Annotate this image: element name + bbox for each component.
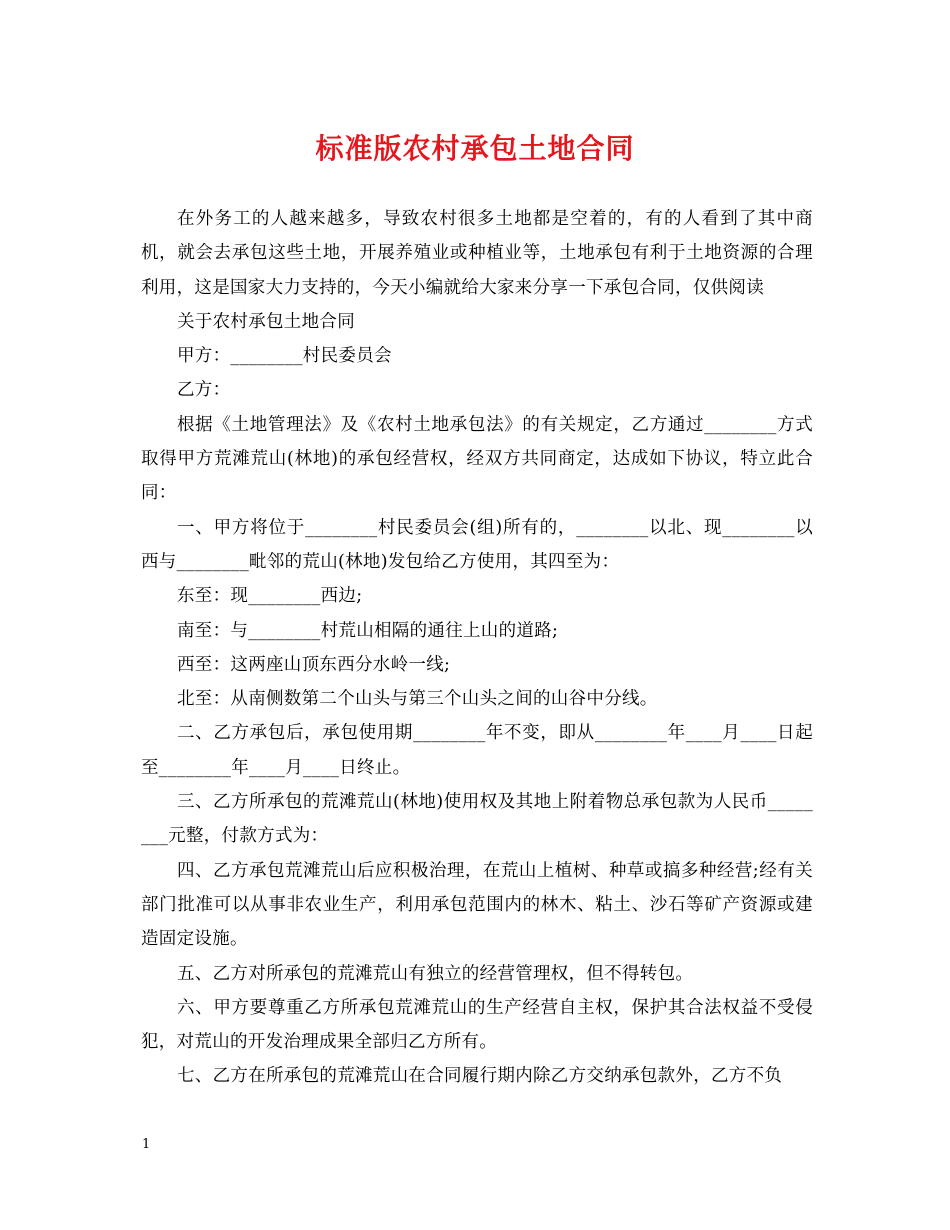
clause-2: 二、乙方承包后，承包使用期________年不变，即从________年____月____日起至________年____月____日终止。: [141, 723, 813, 778]
contract-heading: 关于农村承包土地合同: [177, 311, 355, 332]
boundary-west: 西至：这两座山顶东西分水岭一线;: [177, 654, 451, 675]
preamble-paragraph: 根据《土地管理法》及《农村土地承包法》的有关规定，乙方通过________方式取得甲方荒滩荒山(林地)的承包经营权，经双方共同商定，达成如下协议，特立此合同：: [141, 414, 813, 504]
boundary-north: 北至：从南侧数第二个山头与第三个山头之间的山谷中分线。: [177, 689, 658, 710]
clause-1: 一、甲方将位于________村民委员会(组)所有的，________以北、现________以西与________毗邻的荒山(林地)发包给乙方使用，其四至为：: [141, 517, 813, 572]
boundary-south: 南至：与________村荒山相隔的通往上山的道路;: [177, 620, 559, 641]
clause-4: 四、乙方承包荒滩荒山后应积极治理，在荒山上植树、种草或搞多种经营;经有关部门批准可以从事非农业生产，利用承包范围内的林木、粘土、沙石等矿产资源或建造固定设施。: [141, 860, 813, 950]
clause-7: 七、乙方在所承包的荒滩荒山在合同履行期内除乙方交纳承包款外，乙方不负: [177, 1066, 783, 1087]
clause-3: 三、乙方所承包的荒滩荒山(林地)使用权及其地上附着物总承包款为人民币________元整，付款方式为：: [141, 792, 813, 847]
page-number: 1: [142, 1137, 151, 1152]
document-body: [141, 202, 813, 1094]
clause-5: 五、乙方对所承包的荒滩荒山有独立的经营管理权，但不得转包。: [177, 963, 694, 984]
party-a-line: 甲方：________村民委员会: [177, 346, 392, 367]
page-title: 标准版农村承包土地合同: [315, 132, 635, 165]
clause-6: 六、甲方要尊重乙方所承包荒滩荒山的生产经营自主权，保护其合法权益不受侵犯，对荒山的开发治理成果全部归乙方所有。: [141, 997, 813, 1053]
party-b-line: 乙方：: [177, 380, 231, 401]
boundary-east: 东至：现________西边;: [177, 586, 363, 607]
intro-paragraph: 在外务工的人越来越多，导致农村很多土地都是空着的，有的人看到了其中商机，就会去承包这些土地，开展养殖业或种植业等，土地承包有利于土地资源的合理利用，这是国家大力支持的，今天小编就给大家来分享一下承包合同，仅供阅读: [141, 209, 813, 298]
